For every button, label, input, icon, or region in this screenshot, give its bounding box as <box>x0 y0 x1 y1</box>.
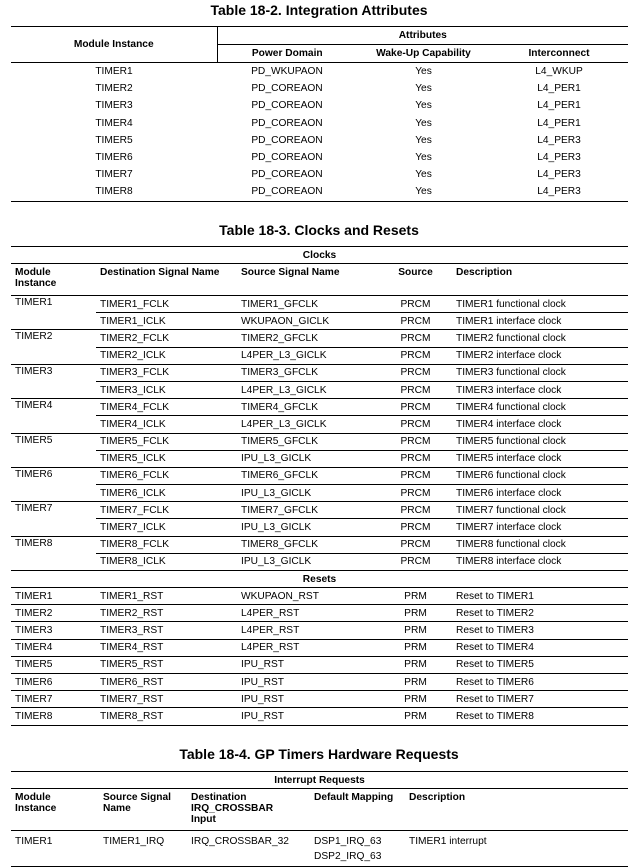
description-cell: Reset to TIMER4 <box>452 639 628 656</box>
source-signal-cell: IPU_RST <box>237 673 379 690</box>
interconnect-cell: L4_PER3 <box>537 152 581 164</box>
source-cell: PRCM <box>379 536 452 553</box>
module-cell: TIMER3 <box>95 100 133 112</box>
module-cell: TIMER4 <box>11 399 96 433</box>
interconnect-cell: L4_PER1 <box>537 100 581 112</box>
table-row <box>11 450 628 467</box>
description-cell: TIMER4 interface clock <box>452 416 628 433</box>
table-row <box>11 313 628 330</box>
module-cell: TIMER6 <box>95 152 133 164</box>
col-module-line2: Instance <box>15 803 57 814</box>
table-row <box>11 330 628 347</box>
destination-signal-cell: TIMER8_FCLK <box>96 536 237 553</box>
power-domain-cell: PD_COREAON <box>251 83 323 95</box>
col-power-domain: Power Domain <box>217 45 357 63</box>
module-cell: TIMER6 <box>11 467 96 501</box>
table-row <box>11 708 628 725</box>
module-cell: TIMER8 <box>11 183 217 201</box>
module-cell: TIMER2 <box>11 330 96 364</box>
destination-signal-cell: TIMER4_ICLK <box>96 416 237 433</box>
source-cell: PRCM <box>379 553 452 570</box>
table-18-2-title: Table 18-2. Integration Attributes <box>210 2 428 18</box>
table-row <box>11 639 628 656</box>
table-row <box>11 433 628 450</box>
table-row <box>11 485 628 502</box>
destination-cell: IRQ_CROSSBAR_32 <box>191 836 289 847</box>
col-destination-input <box>187 789 310 831</box>
source-cell: PRM <box>379 605 452 622</box>
source-signal-cell: TIMER7_GFCLK <box>237 502 379 519</box>
description-cell: Reset to TIMER2 <box>452 605 628 622</box>
source-cell: PRM <box>379 588 452 605</box>
module-cell: TIMER8 <box>11 536 96 570</box>
table-row <box>11 673 628 690</box>
table-row <box>11 63 628 81</box>
table-row <box>11 851 628 867</box>
source-signal-cell: WKUPAON_GICLK <box>237 313 379 330</box>
module-cell: TIMER1 <box>95 66 133 78</box>
destination-signal-cell: TIMER8_RST <box>96 708 237 725</box>
source-signal-cell: IPU_L3_GICLK <box>237 485 379 502</box>
table-row <box>11 347 628 364</box>
interconnect-cell: L4_PER3 <box>537 169 581 181</box>
source-signal-cell: WKUPAON_RST <box>237 588 379 605</box>
table-row <box>11 399 628 416</box>
table-row <box>11 553 628 570</box>
col-module-line2: Instance <box>15 278 57 289</box>
col-module-instance <box>11 264 96 296</box>
source-signal-cell: TIMER1_GFCLK <box>241 298 318 310</box>
interrupt-requests-header: Interrupt Requests <box>11 772 628 789</box>
interconnect-cell: L4_PER1 <box>537 83 581 95</box>
col-src-line2: Name <box>103 803 131 814</box>
power-domain-cell: PD_COREAON <box>251 152 323 164</box>
col-default-mapping: Default Mapping <box>310 789 405 831</box>
source-signal-cell: TIMER4_GFCLK <box>237 399 379 416</box>
description-cell: TIMER8 interface clock <box>452 553 628 570</box>
description-cell: Reset to TIMER3 <box>452 622 628 639</box>
destination-signal-cell: TIMER2_ICLK <box>96 347 237 364</box>
source-cell: PRCM <box>400 298 431 310</box>
interconnect-cell: L4_WKUP <box>535 66 583 78</box>
description-cell: TIMER6 interface clock <box>452 485 628 502</box>
mapping-cell: DSP2_IRQ_63 <box>310 851 405 867</box>
source-cell: PRM <box>379 673 452 690</box>
power-domain-cell: PD_COREAON <box>251 100 323 112</box>
source-signal-cell: TIMER2_GFCLK <box>237 330 379 347</box>
destination-signal-cell: TIMER6_RST <box>96 673 237 690</box>
power-domain-cell: PD_COREAON <box>251 117 323 129</box>
source-signal-cell: TIMER3_GFCLK <box>237 364 379 381</box>
source-signal-cell: L4PER_L3_GICLK <box>237 416 379 433</box>
module-cell: TIMER4 <box>95 117 133 129</box>
table-row <box>11 588 628 605</box>
source-signal-cell: L4PER_L3_GICLK <box>237 381 379 398</box>
description-cell: TIMER7 interface clock <box>452 519 628 536</box>
description-cell: TIMER7 functional clock <box>452 502 628 519</box>
module-cell: TIMER2 <box>11 605 96 622</box>
table-row <box>11 183 628 201</box>
table-row <box>11 115 628 132</box>
integration-attributes-table <box>11 26 628 202</box>
description-cell: TIMER6 functional clock <box>452 467 628 484</box>
source-signal-cell: IPU_RST <box>237 691 379 708</box>
table-row <box>11 691 628 708</box>
source-signal-cell: TIMER1_IRQ <box>103 836 165 847</box>
source-cell: PRM <box>379 708 452 725</box>
mapping-cell: DSP1_IRQ_63 <box>314 836 382 847</box>
description-cell: TIMER5 functional clock <box>452 433 628 450</box>
table-row <box>11 149 628 166</box>
wakeup-cell: Yes <box>415 117 432 129</box>
col-dest-line3: Input <box>191 814 216 825</box>
destination-signal-cell: TIMER7_FCLK <box>96 502 237 519</box>
source-cell: PRCM <box>379 364 452 381</box>
source-cell: PRCM <box>379 347 452 364</box>
source-cell: PRM <box>379 691 452 708</box>
power-domain-cell: PD_COREAON <box>217 183 357 201</box>
table-row <box>11 605 628 622</box>
module-cell: TIMER8 <box>11 708 96 725</box>
module-cell: TIMER4 <box>11 639 96 656</box>
resets-section-header: Resets <box>11 571 628 588</box>
wakeup-cell: Yes <box>415 100 432 112</box>
module-cell: TIMER5 <box>95 134 133 146</box>
destination-signal-cell: TIMER4_FCLK <box>96 399 237 416</box>
description-cell: Reset to TIMER7 <box>452 691 628 708</box>
destination-signal-cell: TIMER6_FCLK <box>96 467 237 484</box>
source-cell: PRM <box>379 622 452 639</box>
source-cell: PRCM <box>379 519 452 536</box>
wakeup-cell: Yes <box>415 134 432 146</box>
description-cell: TIMER3 interface clock <box>452 381 628 398</box>
source-signal-cell: TIMER6_GFCLK <box>237 467 379 484</box>
module-cell: TIMER7 <box>95 169 133 181</box>
source-signal-cell: IPU_L3_GICLK <box>237 553 379 570</box>
source-signal-cell: IPU_L3_GICLK <box>237 450 379 467</box>
description-cell: TIMER1 interface clock <box>452 313 628 330</box>
description-cell: TIMER5 interface clock <box>452 450 628 467</box>
source-cell: PRM <box>379 656 452 673</box>
col-description: Description <box>452 264 628 296</box>
destination-signal-cell: TIMER1_FCLK <box>100 298 170 310</box>
hardware-requests-table <box>11 771 628 867</box>
power-domain-cell: PD_COREAON <box>251 134 323 146</box>
wakeup-cell: Yes <box>415 83 432 95</box>
destination-signal-cell: TIMER1_RST <box>96 588 237 605</box>
description-cell: TIMER4 functional clock <box>452 399 628 416</box>
col-wakeup-capability: Wake-Up Capability <box>357 45 490 63</box>
table-row <box>11 416 628 433</box>
col-module-line1: Module <box>15 792 51 803</box>
table-row <box>11 536 628 553</box>
table-row <box>11 467 628 484</box>
table-18-4-title: Table 18-4. GP Timers Hardware Requests <box>179 746 459 762</box>
col-destination-signal: Destination Signal Name <box>96 264 237 296</box>
module-cell: TIMER3 <box>11 622 96 639</box>
source-cell: PRCM <box>379 416 452 433</box>
table-row <box>11 502 628 519</box>
wakeup-cell: Yes <box>357 183 490 201</box>
source-signal-cell: IPU_RST <box>237 656 379 673</box>
source-signal-cell: L4PER_RST <box>237 622 379 639</box>
wakeup-cell: Yes <box>415 152 432 164</box>
destination-signal-cell: TIMER1_ICLK <box>96 313 237 330</box>
source-signal-cell: L4PER_L3_GICLK <box>237 347 379 364</box>
source-cell: PRM <box>379 639 452 656</box>
module-cell: TIMER1 <box>15 836 53 847</box>
table-row <box>11 132 628 149</box>
table-18-3-title: Table 18-3. Clocks and Resets <box>219 222 419 238</box>
table-row <box>11 80 628 97</box>
module-cell: TIMER3 <box>11 364 96 398</box>
description-cell: TIMER1 interrupt <box>409 836 487 847</box>
col-module-line1: Module <box>15 267 51 278</box>
power-domain-cell: PD_WKUPAON <box>251 66 323 78</box>
col-src-line1: Source Signal <box>103 792 171 803</box>
module-cell: TIMER5 <box>11 433 96 467</box>
description-cell: TIMER3 functional clock <box>452 364 628 381</box>
col-module-instance <box>11 789 99 831</box>
destination-signal-cell: TIMER3_RST <box>96 622 237 639</box>
description-cell: TIMER1 functional clock <box>456 298 566 310</box>
table-row <box>11 296 628 313</box>
source-cell: PRCM <box>379 502 452 519</box>
source-cell: PRCM <box>379 433 452 450</box>
source-signal-cell: L4PER_RST <box>237 605 379 622</box>
wakeup-cell: Yes <box>415 66 432 78</box>
destination-signal-cell: TIMER7_ICLK <box>96 519 237 536</box>
col-source: Source <box>379 264 452 296</box>
source-cell: PRCM <box>379 450 452 467</box>
power-domain-cell: PD_COREAON <box>251 169 323 181</box>
destination-signal-cell: TIMER3_ICLK <box>96 381 237 398</box>
source-cell: PRCM <box>379 381 452 398</box>
col-module-instance: Module Instance <box>11 27 217 63</box>
destination-signal-cell: TIMER7_RST <box>96 691 237 708</box>
source-signal-cell: L4PER_RST <box>237 639 379 656</box>
description-cell: Reset to TIMER1 <box>452 588 628 605</box>
destination-signal-cell: TIMER3_FCLK <box>96 364 237 381</box>
interconnect-cell: L4_PER3 <box>537 134 581 146</box>
description-cell: Reset to TIMER8 <box>452 708 628 725</box>
source-signal-cell: TIMER5_GFCLK <box>237 433 379 450</box>
destination-signal-cell: TIMER2_RST <box>96 605 237 622</box>
col-dest-line1: Destination <box>191 792 247 803</box>
description-cell: Reset to TIMER5 <box>452 656 628 673</box>
col-description: Description <box>405 789 628 831</box>
destination-signal-cell: TIMER5_RST <box>96 656 237 673</box>
clocks-and-resets-table <box>11 246 628 726</box>
description-cell: TIMER2 interface clock <box>452 347 628 364</box>
source-cell: PRCM <box>379 467 452 484</box>
table-row <box>11 97 628 114</box>
col-dest-line2: IRQ_CROSSBAR <box>191 803 274 814</box>
source-signal-cell: IPU_RST <box>237 708 379 725</box>
source-cell: PRCM <box>379 313 452 330</box>
destination-signal-cell: TIMER5_ICLK <box>96 450 237 467</box>
table-row <box>11 381 628 398</box>
col-interconnect: Interconnect <box>490 45 628 63</box>
wakeup-cell: Yes <box>415 169 432 181</box>
module-cell: TIMER1 <box>15 297 53 308</box>
description-cell: TIMER8 functional clock <box>452 536 628 553</box>
destination-signal-cell: TIMER8_ICLK <box>96 553 237 570</box>
description-cell: TIMER2 functional clock <box>452 330 628 347</box>
description-cell: Reset to TIMER6 <box>452 673 628 690</box>
source-signal-cell: TIMER8_GFCLK <box>237 536 379 553</box>
module-cell: TIMER1 <box>11 588 96 605</box>
clocks-section-header: Clocks <box>11 247 628 264</box>
module-cell: TIMER5 <box>11 656 96 673</box>
col-attributes: Attributes <box>217 27 628 45</box>
module-cell: TIMER7 <box>11 691 96 708</box>
col-source-signal: Source Signal Name <box>237 264 379 296</box>
source-cell: PRCM <box>379 330 452 347</box>
table-row <box>11 831 628 852</box>
destination-signal-cell: TIMER5_FCLK <box>96 433 237 450</box>
source-cell: PRCM <box>379 485 452 502</box>
destination-signal-cell: TIMER4_RST <box>96 639 237 656</box>
destination-signal-cell: TIMER2_FCLK <box>96 330 237 347</box>
module-cell: TIMER2 <box>95 83 133 95</box>
table-row <box>11 519 628 536</box>
module-cell: TIMER6 <box>11 673 96 690</box>
source-cell: PRCM <box>379 399 452 416</box>
source-signal-cell: IPU_L3_GICLK <box>237 519 379 536</box>
module-cell: TIMER7 <box>11 502 96 536</box>
interconnect-cell: L4_PER1 <box>537 117 581 129</box>
table-row <box>11 364 628 381</box>
table-row <box>11 622 628 639</box>
table-row <box>11 656 628 673</box>
interconnect-cell: L4_PER3 <box>490 183 628 201</box>
destination-signal-cell: TIMER6_ICLK <box>96 485 237 502</box>
table-row <box>11 166 628 183</box>
col-source-signal-name <box>99 789 187 831</box>
